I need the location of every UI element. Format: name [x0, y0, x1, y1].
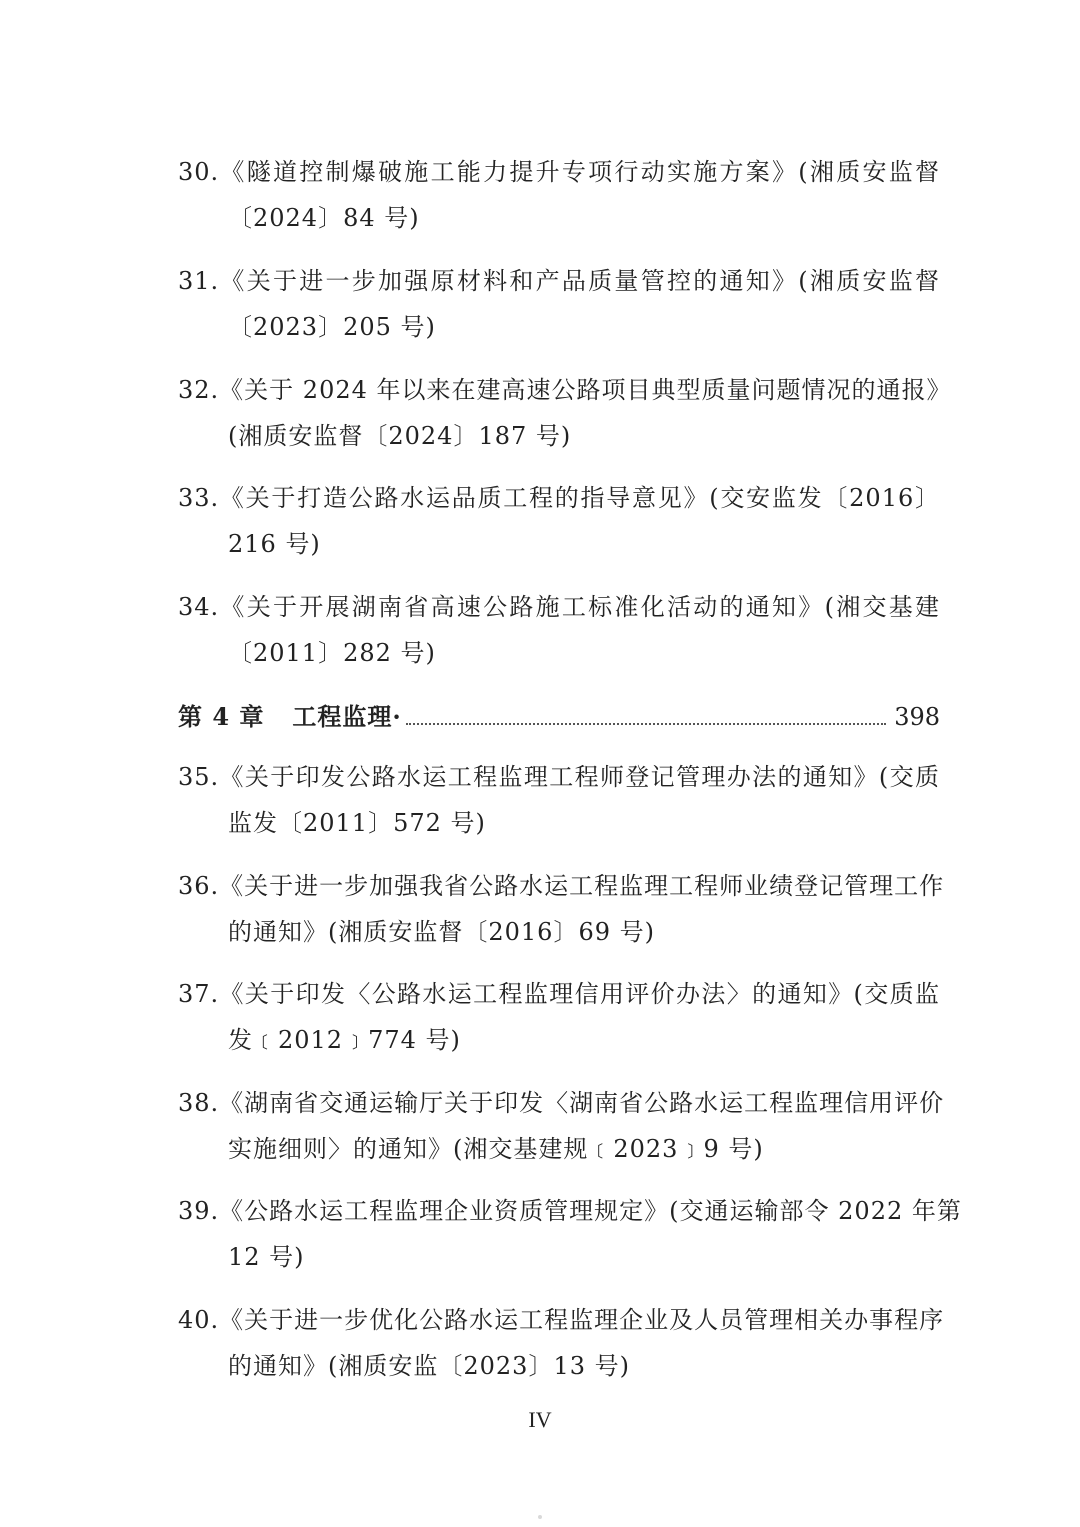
dot-leader	[406, 723, 886, 725]
toc-entry-30	[178, 149, 940, 241]
toc-entry-40	[178, 1297, 945, 1389]
entry-line: 32.《关于 2024 年以来在建高速公路项目典型质量问题情况的通报》	[178, 376, 952, 404]
entry-line: 35.《关于印发公路水运工程监理工程师登记管理办法的通知》(交质	[178, 763, 940, 791]
toc-entry-36	[178, 863, 945, 955]
entry-line: 的通知》(湘质安监〔2023〕13 号)	[228, 1352, 630, 1380]
toc-entry-31	[178, 258, 940, 350]
entry-line: 216 号)	[228, 530, 321, 558]
entry-line: 监发〔2011〕572 号)	[228, 809, 486, 837]
toc-entry-32	[178, 367, 952, 459]
entry-line: 38.《湖南省交通运输厅关于印发〈湖南省公路水运工程监理信用评价	[178, 1089, 945, 1117]
entry-line: 36.《关于进一步加强我省公路水运工程监理工程师业绩登记管理工作	[178, 872, 945, 900]
entry-line: 的通知》(湘质安监督〔2016〕69 号)	[228, 918, 655, 946]
entry-line: 37.《关于印发〈公路水运工程监理信用评价办法〉的通知》(交质监	[178, 980, 940, 1008]
toc-entry-35	[178, 754, 940, 846]
entry-line: 〔2011〕282 号)	[228, 639, 436, 667]
toc-entry-33	[178, 475, 940, 567]
entry-line: 实施细则〉的通知》(湘交基建规﹝2023﹞9 号)	[228, 1135, 764, 1163]
entry-line: 33.《关于打造公路水运品质工程的指导意见》(交安监发〔2016〕	[178, 484, 940, 512]
toc-entry-39	[178, 1188, 962, 1280]
entry-line: 〔2024〕84 号)	[228, 204, 420, 232]
toc-entry-34	[178, 584, 940, 676]
entry-line: (湘质安监督〔2024〕187 号)	[228, 422, 572, 450]
chapter-title: 工程监理·	[292, 702, 402, 731]
entry-line: 39.《公路水运工程监理企业资质管理规定》(交通运输部令 2022 年第	[178, 1197, 962, 1225]
entry-line: 34.《关于开展湖南省高速公路施工标准化活动的通知》(湘交基建	[178, 593, 940, 621]
page-number: IV	[528, 1407, 552, 1432]
scan-dot	[538, 1515, 542, 1519]
chapter-page-number: 398	[894, 703, 940, 731]
entry-line: 40.《关于进一步优化公路水运工程监理企业及人员管理相关办事程序	[178, 1306, 945, 1334]
chapter-number: 第 4 章	[178, 702, 265, 731]
toc-entry-38	[178, 1080, 945, 1172]
entry-line: 30.《隧道控制爆破施工能力提升专项行动实施方案》(湘质安监督	[178, 158, 940, 186]
entry-line: 发﹝2012﹞774 号)	[228, 1026, 461, 1054]
toc-entry-37	[178, 971, 940, 1063]
chapter-heading	[178, 694, 940, 740]
entry-line: 31.《关于进一步加强原材料和产品质量管控的通知》(湘质安监督	[178, 267, 940, 295]
entry-line: 12 号)	[228, 1243, 305, 1271]
entry-line: 〔2023〕205 号)	[228, 313, 436, 341]
